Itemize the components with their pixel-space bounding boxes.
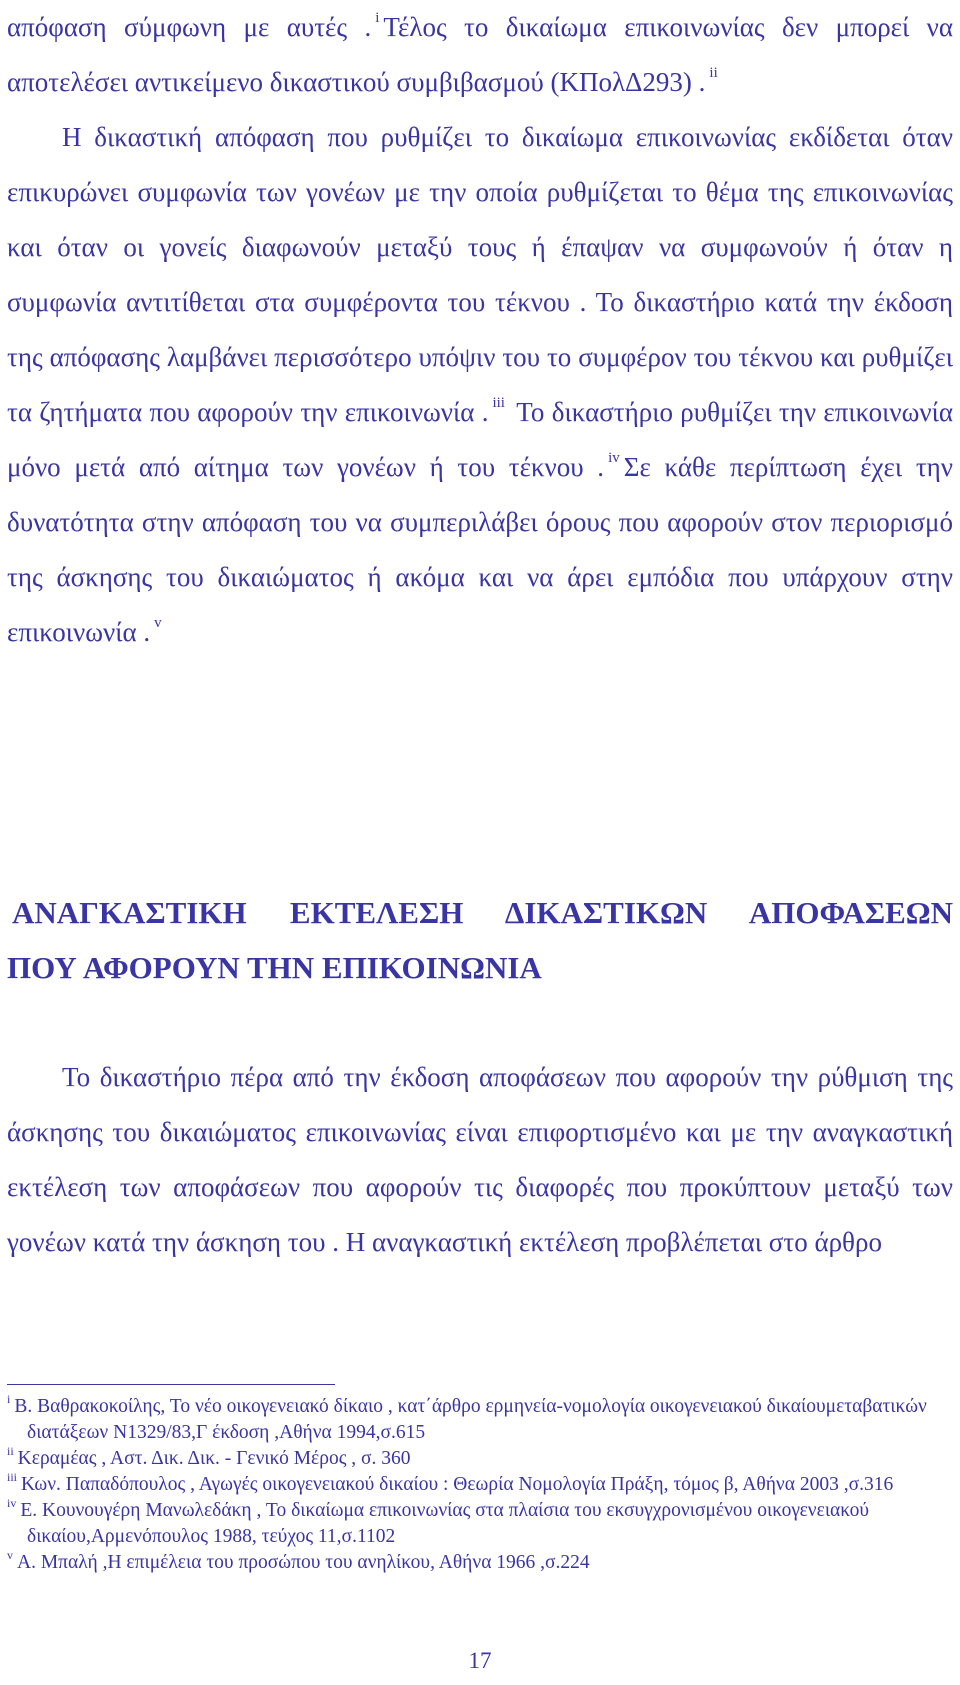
- footnote-marker: i: [7, 1392, 11, 1406]
- section-heading: [7, 885, 953, 995]
- paragraph-text: Η δικαστική απόφαση που ρυθμίζει το δικαίωμα επικοινωνίας εκδίδεται όταν επικυρώνει συμφωνία των γονέων με την οποία ρυθμίζεται το θέμα της επικοινωνίας και όταν οι γονείς διαφωνούν μεταξύ τους ή έπαψαν να συμφωνούν ή όταν η συμφωνία αντιτίθεται στα συμφέροντα του τέκνου . Το δικαστήριο κατά την έκδοση της απόφασης λαμβάνει περισσότερο υπόψιν του το συμφέρον του τέκνου και ρυθμίζει τα ζητήματα που αφορούν την επικοινωνία .: [7, 122, 953, 427]
- footnote-text: Α. Μπαλή ,Η επιμέλεια του προσώπου του ανηλίκου, Αθήνα 1966 ,σ.224: [17, 1552, 590, 1573]
- paragraph-text: Σε κάθε περίπτωση έχει την δυνατότητα στην απόφαση του να συμπεριλάβει όρους που αφορούν στον περιορισμό της άσκησης του δικαιώματος ή ακόμα και να άρει εμπόδια που υπάρχουν στην επικοινωνία .: [7, 452, 953, 647]
- footnote-ref-v[interactable]: v: [154, 615, 162, 631]
- footnote-divider: [7, 1384, 335, 1385]
- paragraph-text: Το δικαστήριο ρυθμίζει την επικοινωνία μόνο μετά από αίτημα των γονέων ή του τέκνου .: [7, 397, 953, 482]
- footnote-ref-iv[interactable]: iv: [608, 450, 620, 466]
- footnote-item: [7, 1498, 953, 1550]
- paragraph-text: απόφαση σύμφωνη με αυτές .: [7, 12, 372, 42]
- footnote-text: Κεραμέας , Αστ. Δικ. Δικ. - Γενικό Μέρος , σ. 360: [17, 1448, 411, 1469]
- section-heading-line-2: ΠΟΥ ΑΦΟΡΟΥΝ ΤΗΝ ΕΠΙΚΟΙΝΩΝΙΑ: [7, 950, 542, 985]
- footnote-item: [7, 1472, 953, 1498]
- body-text-top: [7, 0, 953, 660]
- footnote-text: Κων. Παπαδόπουλος , Αγωγές οικογενειακού δικαίου : Θεωρία Νομολογία Πράξη, τόμος β, Αθήνα 2003 ,σ.316: [21, 1474, 894, 1495]
- footnotes-list: [7, 1394, 953, 1576]
- footnote-marker: v: [7, 1548, 13, 1562]
- footnote-item: [7, 1394, 953, 1446]
- section-heading-line-1: ΑΝΑΓΚΑΣΤΙΚΗ ΕΚΤΕΛΕΣΗ ΔΙΚΑΣΤΙΚΩΝ ΑΠΟΦΑΣΕΩΝ: [12, 895, 953, 930]
- footnote-ref-i[interactable]: i: [375, 10, 380, 26]
- footnote-marker: ii: [7, 1444, 14, 1458]
- document-page: [7, 0, 953, 1685]
- footnote-text: Ε. Κουνουγέρη Μανωλεδάκη , Το δικαίωμα επικοινωνίας στα πλαίσια του εκσυγχρονισμένου οικογενειακού δικαίου,Αρμενόπουλος 1988, τεύχος 11,σ.1102: [20, 1500, 870, 1547]
- footnote-ref-iii[interactable]: iii: [492, 395, 505, 411]
- paragraph-enforcement: Το δικαστήριο πέρα από την έκδοση αποφάσεων που αφορούν την ρύθμιση της άσκησης του δικαιώματος επικοινωνίας είναι επιφορτισμένο και με την αναγκαστική εκτέλεση των αποφάσεων που αφορούν τις διαφορές που προκύπτουν μεταξύ των γονέων κατά την άσκηση του . Η αναγκαστική εκτέλεση προβλέπεται στο άρθρο: [7, 1062, 953, 1257]
- paragraph-contact-right-intro: [7, 0, 953, 110]
- footnote-item: [7, 1446, 953, 1472]
- footnote-ref-ii[interactable]: ii: [709, 65, 718, 81]
- paragraph-court-decision: [7, 110, 953, 660]
- footnote-marker: iv: [7, 1496, 17, 1510]
- footnote-marker: iii: [7, 1470, 18, 1484]
- footnote-text: Β. Βαθρακοκοίλης, Το νέο οικογενειακό δίκαιο , κατ΄άρθρο ερμηνεία-νομολογία οικογενειακού δικαίουμεταβατικών διατάξεων Ν1329/83,Γ έκδοση ,Αθήνα 1994,σ.615: [14, 1396, 927, 1443]
- paragraph-text: Τέλος το δικαίωμα επικοινωνίας δεν μπορεί να αποτελέσει αντικείμενο δικαστικού συμβιβασμού (ΚΠολΔ293) .: [7, 12, 953, 97]
- footnote-item: [7, 1550, 953, 1576]
- body-text-bottom: [7, 1050, 953, 1270]
- page-number: 17: [468, 1648, 492, 1673]
